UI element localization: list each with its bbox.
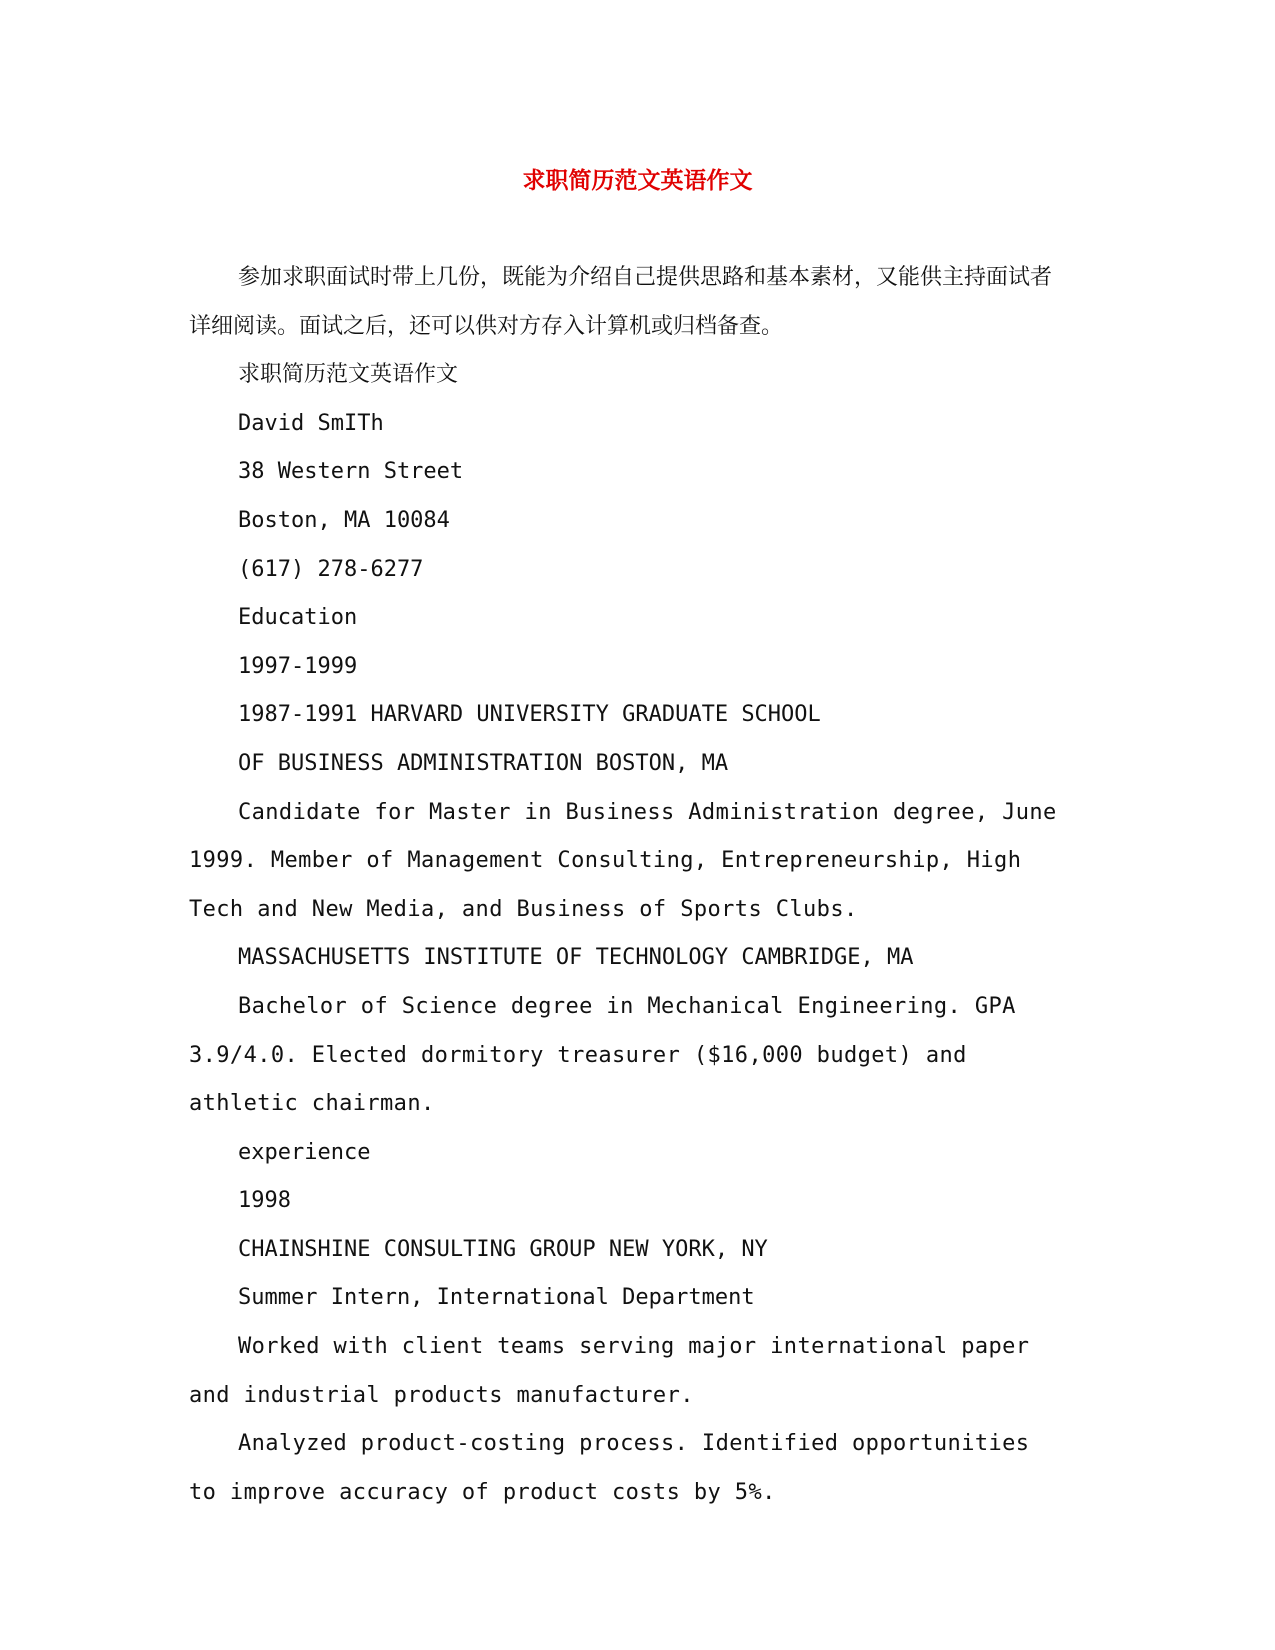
education-bs-details: Bachelor of Science degree in Mechanical Engineering. GPA 3.9/4.0. Elected dormitory treasurer ($16,000 budget) and athletic chairman. — [189, 993, 1016, 1117]
experience-year: 1998 — [238, 1188, 291, 1214]
education-mit-line: MASSACHUSETTS INSTITUTE OF TECHNOLOGY CAMBRIDGE, MA — [238, 945, 914, 971]
subtitle-line: 求职简历范文英语作文 — [238, 362, 459, 388]
education-mba-details: Candidate for Master in Business Administration degree, June 1999. Member of Management Consulting, Entrepreneurship, High Tech and New Media, and Business of Sports Clubs. — [189, 799, 1057, 922]
experience-role: Summer Intern, International Department — [238, 1285, 755, 1311]
address-street: 38 Western Street — [238, 459, 464, 485]
experience-detail-1: Worked with client teams serving major international paper and industrial products manufacturer. — [189, 1334, 1030, 1408]
intro-paragraph: 参加求职面试时带上几份，既能为介绍自己提供思路和基本素材，又能供主持面试者详细阅读。面试之后，还可以供对方存入计算机或归档备查。 — [189, 265, 1053, 339]
applicant-name: David SmITh — [238, 410, 384, 436]
experience-detail-2: Analyzed product-costing process. Identified opportunities to improve accuracy of product costs by 5%. — [189, 1431, 1030, 1505]
education-school-line-1: 1987-1991 HARVARD UNIVERSITY GRADUATE SCHOOL — [238, 702, 821, 728]
document-title: 求职简历范文英语作文 — [522, 167, 753, 194]
education-school-line-2: OF BUSINESS ADMINISTRATION BOSTON, MA — [238, 750, 729, 776]
address-city: Boston, MA 10084 — [238, 507, 450, 533]
phone-number: (617) 278-6277 — [238, 556, 424, 582]
education-years: 1997-1999 — [238, 653, 358, 679]
document-body — [189, 254, 1069, 1517]
experience-company: CHAINSHINE CONSULTING GROUP NEW YORK, NY — [238, 1236, 768, 1262]
section-heading-education: Education — [238, 605, 358, 631]
section-heading-experience: experience — [238, 1139, 371, 1165]
